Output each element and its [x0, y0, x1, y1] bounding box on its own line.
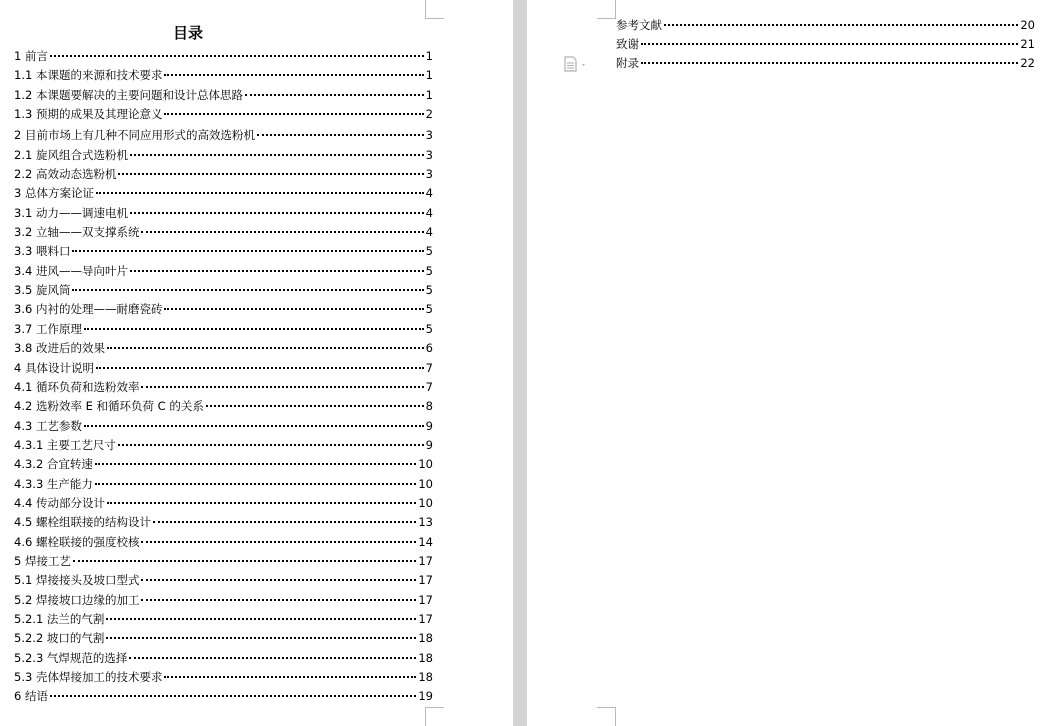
toc-entry[interactable] [14, 418, 433, 437]
dot-leader [641, 62, 1018, 64]
dot-leader [641, 43, 1018, 45]
toc-entry-page: 10 [418, 476, 433, 491]
toc-entry-page: 22 [1020, 56, 1035, 70]
toc-entry-page: 20 [1020, 18, 1035, 32]
toc-entry[interactable] [14, 572, 433, 591]
page-corner-mark [425, 0, 444, 19]
dot-leader [130, 154, 424, 156]
toc-entry-page: 4 [425, 186, 433, 201]
toc-entry[interactable] [14, 611, 433, 630]
dot-leader [245, 94, 424, 96]
toc-entry-page: 1 [425, 87, 433, 102]
page-corner-mark [597, 0, 616, 19]
toc-entry[interactable] [14, 243, 433, 262]
toc-entry-label: 4.3.1 主要工艺尺寸 [14, 437, 116, 452]
toc-entry-page: 21 [1020, 37, 1035, 51]
dot-leader [95, 483, 416, 485]
dot-leader [206, 405, 424, 407]
toc-entry-page: 5 [425, 321, 433, 336]
toc-entry-label: 5 焊接工艺 [14, 553, 71, 568]
toc-entry[interactable] [14, 127, 433, 146]
document-page-left [0, 0, 513, 726]
dot-leader [141, 599, 416, 601]
toc-list-continued [616, 17, 1035, 74]
toc-entry-label: 4.4 传动部分设计 [14, 495, 105, 510]
toc-entry[interactable] [14, 534, 433, 553]
toc-entry-label: 2 目前市场上有几种不同应用形式的高效选粉机 [14, 128, 255, 143]
toc-entry-label: 1 前言 [14, 49, 48, 63]
toc-entry-label: 5.2.2 坡口的气割 [14, 631, 105, 646]
dot-leader [141, 231, 423, 233]
dot-leader [164, 113, 423, 115]
toc-entry-page: 18 [418, 631, 433, 646]
page-corner-mark [597, 707, 616, 726]
toc-entry-label: 5.3 壳体焊接加工的技术要求 [14, 670, 163, 684]
toc-entry[interactable] [616, 55, 1035, 74]
toc-entry-page: 9 [425, 437, 433, 452]
dot-leader [50, 55, 424, 57]
dot-leader [118, 173, 423, 175]
toc-entry-page: 7 [425, 379, 433, 394]
toc-entry-label: 3.1 动力——调速电机 [14, 205, 128, 220]
toc-list [14, 48, 433, 708]
toc-entry[interactable] [14, 650, 433, 669]
dot-leader [130, 270, 424, 272]
toc-entry-page: 19 [418, 689, 433, 704]
toc-entry[interactable] [14, 495, 433, 514]
page-gutter [513, 0, 527, 726]
dot-leader [84, 425, 424, 427]
toc-entry-page: 5 [425, 263, 433, 278]
dot-leader [72, 250, 423, 252]
toc-entry-label: 3.8 改进后的效果 [14, 341, 105, 356]
dot-leader [257, 134, 424, 136]
toc-entry-label: 6 结语 [14, 689, 48, 704]
toc-entry-label: 3.5 旋风筒 [14, 283, 71, 298]
toc-entry-label: 1.2 本课题要解决的主要问题和设计总体思路 [14, 87, 243, 102]
toc-entry-label: 3.2 立轴——双支撑系统 [14, 225, 140, 240]
toc-entry-label: 附录 [616, 56, 639, 70]
toc-entry-label: 4 具体设计说明 [14, 360, 94, 375]
dot-leader [50, 695, 416, 697]
toc-entry[interactable] [14, 398, 433, 417]
toc-entry-page: 8 [425, 399, 433, 414]
toc-entry[interactable] [616, 17, 1035, 36]
toc-entry[interactable] [14, 456, 433, 475]
dot-leader [95, 463, 416, 465]
dot-leader [141, 386, 423, 388]
toc-entry-page: 10 [418, 495, 433, 510]
toc-entry-page: 3 [425, 147, 433, 162]
toc-entry-label: 4.1 循环负荷和选粉效率 [14, 379, 140, 394]
toc-entry-label: 2.1 旋风组合式选粉机 [14, 147, 128, 162]
dot-leader [164, 308, 423, 310]
toc-entry-page: 1 [425, 49, 433, 63]
dot-leader [164, 676, 416, 678]
toc-entry[interactable] [14, 688, 433, 707]
toc-entry-label: 3.7 工作原理 [14, 321, 82, 336]
dot-leader [107, 347, 424, 349]
toc-entry-label: 致谢 [616, 37, 639, 51]
toc-entry-label: 1.3 预期的成果及其理论意义 [14, 107, 163, 122]
toc-entry-label: 4.3.3 生产能力 [14, 476, 93, 491]
document-icon[interactable] [563, 56, 589, 72]
toc-entry[interactable] [14, 48, 433, 67]
dot-leader [72, 289, 423, 291]
toc-entry-label: 5.1 焊接接头及坡口型式 [14, 573, 140, 588]
toc-entry[interactable] [14, 106, 433, 125]
toc-entry[interactable] [14, 263, 433, 282]
dot-leader [96, 367, 424, 369]
toc-entry-page: 18 [418, 650, 433, 665]
toc-entry-label: 2.2 高效动态选粉机 [14, 167, 117, 182]
toc-entry-page: 2 [425, 107, 433, 122]
toc-entry-page: 1 [425, 68, 433, 83]
toc-entry[interactable] [14, 185, 433, 204]
toc-entry[interactable] [14, 553, 433, 572]
toc-entry-label: 3.3 喂料口 [14, 244, 71, 259]
toc-entry-label: 5.2.1 法兰的气割 [14, 611, 105, 626]
document-page-right [527, 0, 1045, 726]
toc-entry[interactable] [14, 166, 433, 185]
toc-entry-page: 18 [418, 670, 433, 684]
dot-leader [130, 212, 424, 214]
toc-entry[interactable] [616, 36, 1035, 55]
dot-leader [107, 502, 416, 504]
dot-leader [141, 579, 416, 581]
dot-leader [96, 192, 424, 194]
toc-entry-page: 17 [418, 611, 433, 626]
toc-entry-label: 1.1 本课题的来源和技术要求 [14, 68, 163, 83]
toc-title: 目录 [172, 24, 203, 42]
toc-entry-page: 5 [425, 244, 433, 259]
toc-entry-label: 4.2 选粉效率 E 和循环负荷 C 的关系 [14, 399, 204, 414]
toc-entry-page: 13 [418, 515, 433, 530]
toc-entry[interactable] [14, 514, 433, 533]
toc-entry[interactable] [14, 282, 433, 301]
toc-entry-label: 5.2.3 气焊规范的选择 [14, 650, 128, 665]
toc-entry-page: 5 [425, 283, 433, 298]
toc-entry-label: 3.4 进风——导向叶片 [14, 263, 128, 278]
toc-entry[interactable] [14, 67, 433, 86]
toc-entry[interactable] [14, 321, 433, 340]
toc-entry-label: 4.6 螺栓联接的强度校核 [14, 534, 140, 549]
toc-entry[interactable] [14, 379, 433, 398]
toc-entry[interactable] [14, 360, 433, 379]
toc-entry[interactable] [14, 87, 433, 106]
dot-leader [106, 618, 416, 620]
toc-entry-page: 7 [425, 360, 433, 375]
toc-entry-page: 9 [425, 418, 433, 433]
toc-entry-page: 17 [418, 553, 433, 568]
dot-leader [153, 521, 416, 523]
toc-entry-page: 4 [425, 205, 433, 220]
toc-entry-page: 17 [418, 573, 433, 588]
toc-entry[interactable] [14, 592, 433, 611]
toc-entry-page: 5 [425, 302, 433, 317]
toc-entry-label: 3.6 内衬的处理——耐磨瓷砖 [14, 302, 163, 317]
toc-entry[interactable] [14, 147, 433, 166]
dot-leader [141, 541, 416, 543]
toc-entry-label: 4.3 工艺参数 [14, 418, 82, 433]
toc-entry-page: 3 [425, 167, 433, 182]
toc-entry-label: 3 总体方案论证 [14, 186, 94, 201]
toc-entry-label: 4.5 螺栓组联接的结构设计 [14, 515, 151, 530]
page-corner-mark [425, 707, 444, 726]
toc-entry-label: 参考文献 [616, 18, 662, 32]
dot-leader [84, 328, 424, 330]
toc-entry-page: 3 [425, 128, 433, 143]
toc-entry-label: 4.3.2 合宜转速 [14, 457, 93, 472]
toc-entry-page: 17 [418, 592, 433, 607]
toc-entry[interactable] [14, 301, 433, 320]
toc-entry[interactable] [14, 669, 433, 688]
toc-entry[interactable] [14, 340, 433, 359]
toc-entry-page: 6 [425, 341, 433, 356]
toc-entry[interactable] [14, 437, 433, 456]
dot-leader [118, 444, 424, 446]
toc-entry[interactable] [14, 630, 433, 649]
toc-entry-page: 14 [418, 534, 433, 549]
dot-leader [129, 657, 416, 659]
dot-leader [164, 74, 423, 76]
toc-entry-page: 4 [425, 225, 433, 240]
dot-leader [106, 637, 416, 639]
toc-entry[interactable] [14, 205, 433, 224]
toc-entry-page: 10 [418, 457, 433, 472]
toc-entry[interactable] [14, 224, 433, 243]
toc-entry-label: 5.2 焊接坡口边缘的加工 [14, 592, 140, 607]
toc-entry[interactable] [14, 476, 433, 495]
dot-leader [664, 24, 1018, 26]
dot-leader [73, 560, 416, 562]
